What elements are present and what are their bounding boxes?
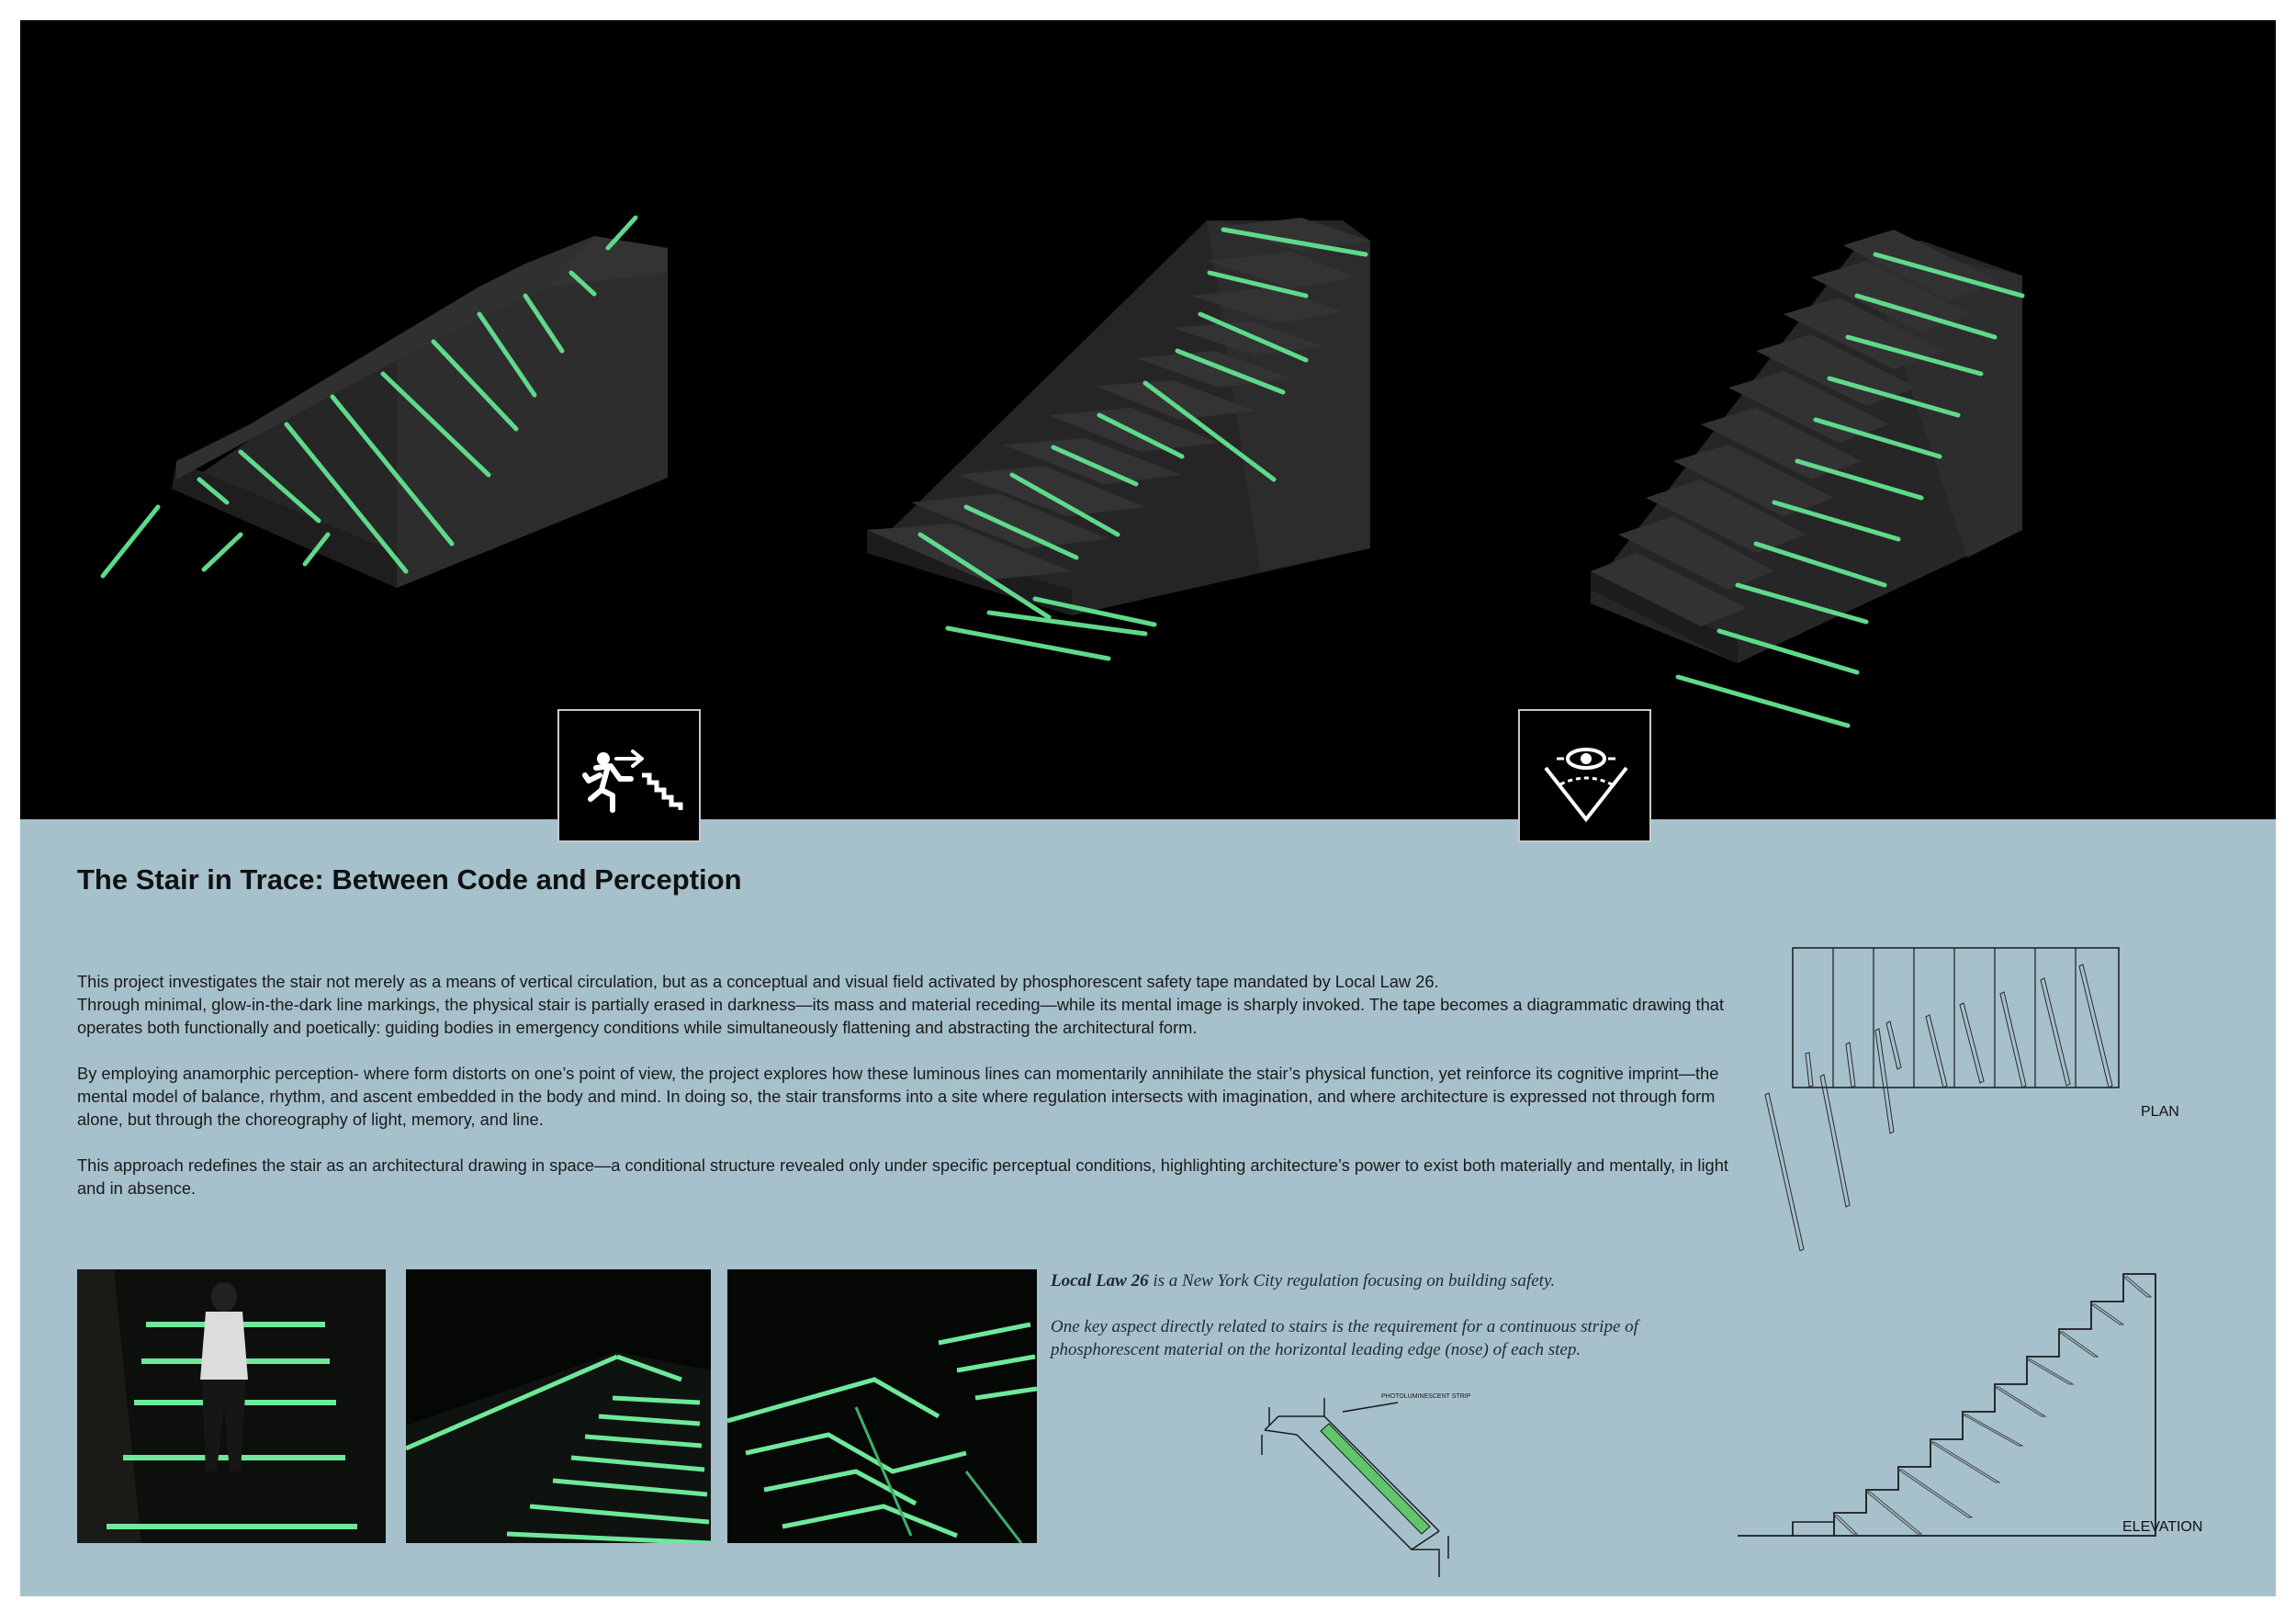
stair-render-left [103, 218, 668, 588]
photo-stairwell-top-down [727, 1269, 1037, 1543]
strip-label: PHOTOLUMINESCENT STRIP [1381, 1393, 1471, 1400]
local-law-name: Local Law 26 [1051, 1271, 1149, 1291]
plan-label: PLAN [2141, 1104, 2179, 1120]
project-description [77, 970, 1730, 1223]
elevation-label: ELEVATION [2122, 1519, 2203, 1535]
stair-render-right [1591, 230, 2022, 726]
photoluminescent-strip-detail [1242, 1380, 1517, 1591]
stair-plan-drawing [1747, 939, 2133, 1251]
photo-handrail-stair [406, 1269, 711, 1543]
exit-stair-icon [557, 709, 701, 842]
local-law-intro [1051, 1269, 1749, 1292]
eye-view-cone-icon [1518, 709, 1651, 842]
stair-renders [20, 20, 2276, 819]
local-law-note [1051, 1269, 1749, 1384]
description-paragraph-3: This approach redefines the stair as an architectural drawing in space—a conditional structure revealed only under specific perceptual conditions, highlighting architecture’s power to exist both materially and mentally, in light and in absence. [77, 1155, 1728, 1198]
local-law-intro-rest: is a New York City regulation focusing on building safety. [1148, 1271, 1556, 1291]
description-line-1: This project investigates the stair not merely as a means of vertical circulation, but as a conceptual and visual field activated by phosphorescent safety tape mandated by Local Law 26. [77, 972, 1439, 991]
description-paragraph-2: By employing anamorphic perception- where form distorts on one’s point of view, the project explores how these luminous lines can momentarily annihilate the stair’s physical function, yet reinforce its cognitive imprint—the mental model of balance, rhythm, and ascent embedded in the body and mind. In doing so, the stair transforms into a site where regulation intersects with imagination, and where architecture is expressed not through form alone, but through the choreography of light, memory, and line. [77, 1064, 1719, 1129]
stair-elevation-drawing [1738, 1242, 2178, 1545]
local-law-stair-requirement: One key aspect directly related to stairs is the requirement for a continuous stripe of phosphorescent material on the horizontal leading edge (nose) of each step. [1051, 1317, 1638, 1359]
photo-person-on-stair [77, 1269, 386, 1543]
stair-render-middle [867, 218, 1370, 659]
poster-board [20, 20, 2276, 1596]
page-title: The Stair in Trace: Between Code and Perception [77, 863, 742, 896]
description-paragraph-1: Through minimal, glow-in-the-dark line markings, the physical stair is partially erased in darkness—its mass and material receding—while its mental image is sharply invoked. The tape becomes a diagrammatic drawing that operates both functionally and poetically: guiding bodies in emergency conditions while simultaneously flattening and abstracting the architectural form. [77, 995, 1725, 1037]
